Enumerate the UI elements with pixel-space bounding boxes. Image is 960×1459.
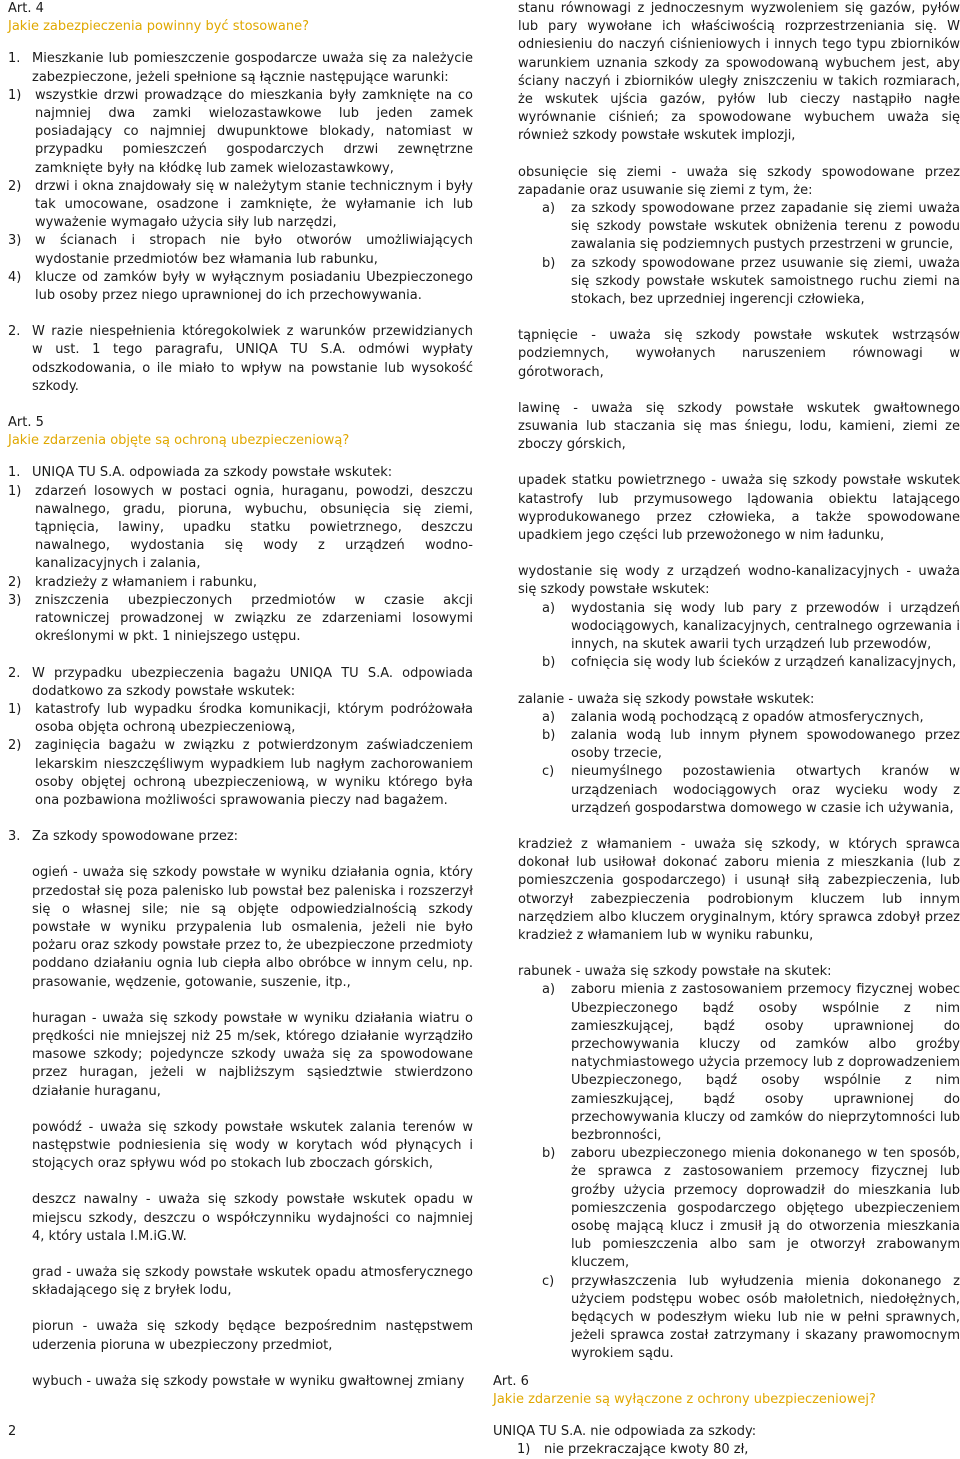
art6-section: [493, 1373, 960, 1459]
item-text: za szkody spowodowane przez usuwanie się ziemi, uważa się szkody powstałe wskutek samoistnego ruchu ziemi na stokach, bez uprzedniej ingerencji człowieka,: [571, 255, 960, 308]
item-number: 2): [8, 178, 22, 194]
definition-upadek-statku: upadek statku powietrznego - uważa się szkody powstałe wskutek katastrofy lub przymusowego lądowania obiektu latającego wyprodukowanego przez człowieka, a także spowodowane upadkiem jego części lub przewożonego w nim ładunku,: [518, 473, 960, 544]
paragraph-number: 1.: [8, 465, 21, 481]
item-number: 1): [8, 87, 22, 103]
item-letter: b): [542, 727, 556, 743]
item-text: drzwi i okna znajdowały się w należytym stanie technicznym i były tak umocowane, osadzone i zamknięte, że wyłamanie ich lub wyważenie wymagało użycia siły lub narzędzi,: [35, 178, 473, 231]
paragraph-number: 3.: [8, 829, 21, 845]
definition-wybuch-continued: stanu równowagi z jednoczesnym wyzwoleniem się gazów, pyłów lub pary wywołane ich właściwością rozprzestrzeniania się. W odniesieniu do naczyń ciśnieniowych i innych tego typu zbiorników warunkiem uznania szkody za spowodowaną wybuchem jest, aby ściany naczyń i zbiorników uległy zniszczeniu w takich rozmiarach, że wskutek ujścia gazów, pyłów lub cieczy nastąpiło nagłe wyrównanie ciśnień; za spowodowane wybuchem uważa się również szkody powstałe wskutek implozji,: [518, 1, 960, 144]
paragraph-number: 2.: [8, 324, 21, 340]
item-number: 1): [517, 1442, 531, 1458]
list-item: [8, 592, 473, 647]
item-letter: c): [542, 1273, 555, 1289]
item-number: 3): [8, 592, 22, 608]
item-text: cofnięcia się wody lub ścieków z urządzeń kanalizacyjnych,: [571, 655, 957, 671]
item-letter: a): [542, 709, 556, 725]
list-item: [518, 255, 960, 310]
item-number: 2): [8, 574, 22, 590]
item-number: 1): [8, 483, 22, 499]
paragraph-text: Za szkody spowodowane przez:: [32, 829, 239, 845]
item-number: 2): [8, 738, 22, 754]
item-text: zaginięcia bagażu w związku z potwierdzonym zaświadczeniem lekarskim nieszczęśliwym wypadkiem lub nagłym zachorowaniem osoby objętej ochroną ubezpieczeniową, w wyniku którego była ona pozbawiona możliwości sprawowania pieczy nad bagażem.: [35, 738, 473, 808]
list-item: [518, 727, 960, 763]
paragraph-text: Mieszkanie lub pomieszczenie gospodarcze uważa się za należycie zabezpieczone, jeżeli spełnione są łącznie następujące warunki:: [32, 51, 473, 85]
list-item: [8, 483, 473, 574]
definition-huragan: huragan - uważa się szkody powstałe w wyniku działania wiatru o prędkości nie mniejszej niż 25 m/sek, którego działanie wyrządziło masowe szkody; pojedyncze szkody uważa się za spowodowane przez huragan, jeżeli w najbliższym sąsiedztwie stwierdzono działanie huraganu,: [32, 1010, 473, 1099]
list-item: [8, 701, 473, 737]
item-text: zdarzeń losowych w postaci ognia, huraganu, powodzi, deszczu nawalnego, gradu, pioruna, wybuchu, obsunięcia się ziemi, tąpnięcia, lawiny, upadku statku powietrznego, deszczu nawalnego, wydostania się wody z urządzeń wodno-kanalizacyjnych i zalania,: [35, 483, 473, 572]
paragraph-number: 1.: [8, 51, 21, 67]
item-number: 3): [8, 233, 22, 249]
item-text: nie przekraczające kwoty 80 zł,: [544, 1442, 749, 1458]
item-text: zniszczenia ubezpieczonych przedmiotów w czasie akcji ratowniczej prowadzonej w związku ze zdarzeniami losowymi określonymi w pkt. 1 niniejszego ustępu.: [35, 592, 473, 645]
item-letter: b): [542, 1146, 556, 1162]
definition-rabunek-intro: rabunek - uważa się szkody powstałe na skutek:: [518, 964, 832, 980]
item-text: klucze od zamków były w wyłącznym posiadaniu Ubezpieczonego lub osoby przez niego uprawnionej do ich przechowywania.: [35, 269, 473, 304]
art5-paragraph-1: [8, 464, 473, 482]
list-item: [8, 574, 473, 592]
item-letter: c): [542, 764, 555, 780]
definition-tapniecie: tąpnięcie - uważa się szkody powstałe wskutek wstrząsów podziemnych, wywołanych naruszeniem równowagi w górotworach,: [518, 328, 960, 380]
item-text: zaboru mienia z zastosowaniem przemocy fizycznej wobec Ubezpieczonego bądź osoby wspólnie z nim zamieszkującej, bądź osoby uprawnionej do przechowywania kluczy od zamków albo groźby natychmiastowego użycia przemocy lub z doprowadzeniem Ubezpieczonego, bądź osoby wspólnie z nim zamieszkującej, bądź osoby uprawnionej do przechowywania kluczy od zamków do nieprzytomności lub bezbronności,: [571, 982, 960, 1143]
item-text: zalania wodą lub innym płynem spowodowanego przez osoby trzecie,: [571, 727, 960, 762]
list-item: [518, 600, 960, 655]
art6-title: Jakie zdarzenie są wyłączone z ochrony ubezpieczeniowej?: [493, 1391, 876, 1407]
right-column: [493, 0, 960, 1459]
definition-powodz: powódź - uważa się szkody powstałe wskutek zalania terenów w następstwie podniesienia się wody w korytach wód płynących i stojących oraz spływu wód po stokach lub zboczach górskich,: [32, 1119, 473, 1172]
list-item: [8, 232, 473, 268]
list-item: [518, 654, 960, 672]
left-column: [8, 0, 473, 1391]
definition-grad: grad - uważa się szkody powstałe wskutek opadu atmosferycznego składającego się z bryłek lodu,: [32, 1264, 473, 1299]
art6-number: Art. 6: [493, 1373, 529, 1389]
item-text: przywłaszczenia lub wyłudzenia mienia dokonanego z użyciem podstępu wobec osób małoletnich, niedołężnych, będących w podeszłym wieku lub nie w pełni sprawnych, jeżeli sprawca został zatrzymany i skazany prawomocnym wyrokiem sądu.: [571, 1273, 960, 1362]
art4-title: Jakie zabezpieczenia powinny być stosowane?: [8, 19, 309, 35]
list-item: [8, 87, 473, 178]
item-letter: a): [542, 600, 556, 616]
art4-number: Art. 4: [8, 1, 44, 16]
art5-title: Jakie zdarzenia objęte są ochroną ubezpieczeniową?: [8, 433, 350, 449]
item-text: w ścianach i stropach nie było otworów umożliwiających wydostanie przedmiotów bez włamania lub rabunku,: [35, 233, 473, 267]
item-text: katastrofy lub wypadku środka komunikacji, którym podróżowała osoba objęta ochroną ubezpieczeniową,: [35, 701, 473, 736]
definition-lawina: lawinę - uważa się szkody powstałe wskutek gwałtownego zsuwania lub staczania się mas śniegu, lodu, kamieni, ziemi ze zboczy górskich,: [518, 400, 960, 453]
definition-zalanie-intro: zalanie - uważa się szkody powstałe wskutek:: [518, 691, 815, 707]
art5-paragraph-3: [8, 828, 473, 846]
item-text: zaboru ubezpieczonego mienia dokonanego w ten sposób, że sprawca z zastosowaniem przemocy fizycznej lub groźby użycia przemocy doprowadził do mieszkania lub pomieszczenia gospodarczego objętego ubezpieczeniem osobę mającą klucz i zmusił ją do otworzenia mieszkania lub pomieszczenia albo sam je otworzył zrabowanym kluczem,: [571, 1146, 960, 1271]
list-item: [518, 709, 960, 727]
list-item: [518, 763, 960, 818]
item-number: 4): [8, 269, 22, 285]
definition-piorun: piorun - uważa się szkody będące bezpośrednim następstwem uderzenia pioruna w ubezpieczony przedmiot,: [32, 1319, 473, 1353]
art5-number: Art. 5: [8, 415, 44, 431]
definition-wydostanie-intro: wydostanie się wody z urządzeń wodno-kanalizacyjnych - uważa się szkody powstałe wskutek:: [518, 564, 960, 598]
definition-obsuniecie-intro: obsunięcie się ziemi - uważa się szkody spowodowane przez zapadanie oraz usuwanie się ziemi z tym, że:: [518, 164, 960, 198]
item-letter: a): [542, 201, 556, 217]
definition-wybuch: wybuch - uważa się szkody powstałe w wyniku gwałtownej zmiany: [32, 1373, 465, 1389]
item-number: 1): [8, 701, 22, 717]
list-item: [518, 200, 960, 255]
definition-deszcz-nawalny: deszcz nawalny - uważa się szkody powstałe wskutek opadu w miejscu szkody, deszczu o współczynniku wydajności co najmniej 4, który ustala I.M.iG.W.: [32, 1192, 473, 1244]
item-letter: a): [542, 982, 556, 998]
item-letter: b): [542, 655, 556, 671]
definition-kradziez: kradzież z włamaniem - uważa się szkody, w których sprawca dokonał lub usiłował dokonać zaboru mienia z mieszkania (lub z pomieszczenia gospodarczego) i usunął siłą zabezpieczenia, lub otworzył zabezpieczenia podrobionym kluczem lub innym narzędziem albo kluczem oryginalnym, który sprawca zdobył przez kradzież z włamaniem lub w wyniku rabunku,: [518, 836, 960, 943]
list-item: [518, 1145, 960, 1272]
page-number: 2: [8, 1424, 17, 1439]
list-item: [518, 1273, 960, 1364]
item-text: nieumyślnego pozostawienia otwartych kranów w urządzeniach wodociągowych oraz wycieku wody z urządzeń gospodarstwa domowego w czasie ich używania,: [571, 764, 960, 816]
list-item: [8, 737, 473, 810]
art4-paragraph-1: [8, 50, 473, 86]
definition-ogien: ogień - uważa się szkody powstałe w wyniku działania ognia, który przedostał się poza palenisko lub powstał bez paleniska i rozszerzył się o własnej sile; nie są objęte odpowiedzialnością szkody powstałe w wyniku przypalenia lub osmalenia, jeżeli nie było pożaru oraz szkody powstałe przez to, że ubezpieczone przedmioty poddano działaniu ognia lub ciepła albo obróbce w innym celu, np. prasowanie, wędzenie, gotowanie, suszenie, itp.,: [32, 865, 473, 990]
list-item: [493, 1441, 960, 1459]
item-letter: b): [542, 255, 556, 271]
art4-paragraph-2: [8, 323, 473, 396]
paragraph-text: W razie niespełnienia któregokolwiek z warunków przewidzianych w ust. 1 tego paragrafu, UNIQA TU S.A. odmówi wypłaty odszkodowania, o ile miało to wpływ na powstanie lub wysokość szkody.: [32, 324, 473, 394]
art6-intro: UNIQA TU S.A. nie odpowiada za szkody:: [493, 1424, 757, 1440]
list-item: [518, 981, 960, 1145]
paragraph-number: 2.: [8, 665, 21, 681]
item-text: wydostania się wody lub pary z przewodów i urządzeń wodociągowych, kanalizacyjnych, centralnego ogrzewania i innych, na skutek awarii tych urządzeń lub przewodów,: [571, 600, 960, 653]
item-text: wszystkie drzwi prowadzące do mieszkania były zamknięte na co najmniej dwa zamki wielozastawkowe lub jeden zamek posiadający co najmniej dwupunktowe blokady, natomiast w przypadku pomieszczeń gospodarczych drzwi zewnętrzne zamknięte były na kłódkę lub zamek wielozastawkowy,: [35, 87, 473, 176]
item-text: kradzieży z włamaniem i rabunku,: [35, 574, 257, 590]
list-item: [8, 269, 473, 305]
paragraph-text: W przypadku ubezpieczenia bagażu UNIQA TU S.A. odpowiada dodatkowo za szkody powstałe wskutek:: [32, 665, 473, 699]
item-text: zalania wodą pochodzącą z opadów atmosferycznych,: [571, 709, 924, 725]
paragraph-text: UNIQA TU S.A. odpowiada za szkody powstałe wskutek:: [32, 465, 393, 481]
item-text: za szkody spowodowane przez zapadanie się ziemi uważa się szkody powstałe wskutek obniżenia terenu z powodu zawalania się podziemnych pustych przestrzeni w gruncie,: [571, 201, 960, 253]
art5-paragraph-2: [8, 665, 473, 701]
list-item: [8, 178, 473, 233]
